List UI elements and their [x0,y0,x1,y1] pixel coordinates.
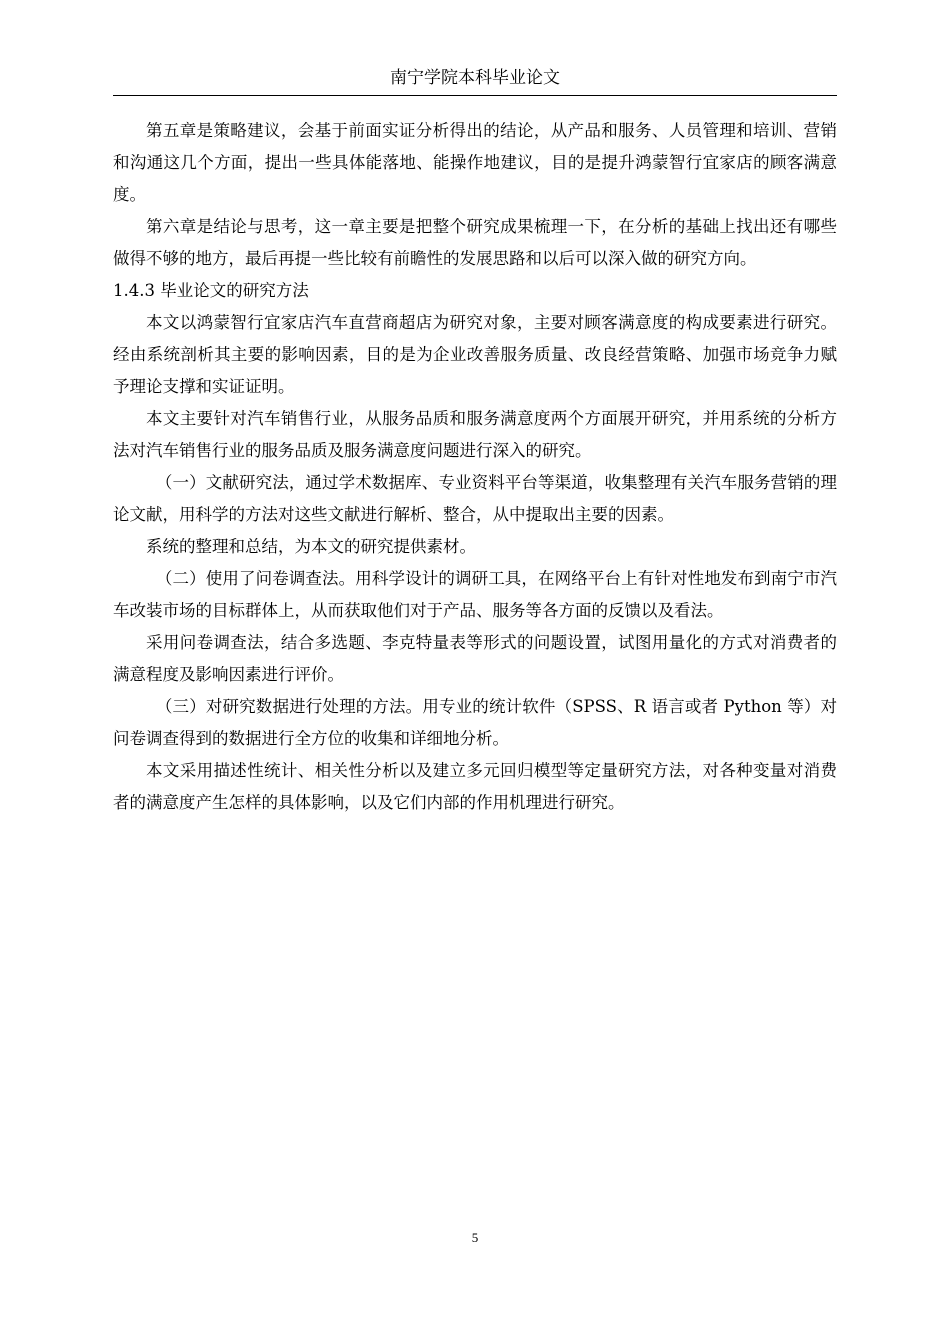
paragraph-literature-method: （一）文献研究法，通过学术数据库、专业资料平台等渠道，收集整理有关汽车服务营销的理论文献，用科学的方法对这些文献进行解析、整合，从中提取出主要的因素。 [113,473,837,524]
paragraph-quantitative-methods: 本文采用描述性统计、相关性分析以及建立多元回归模型等定量研究方法，对各种变量对消费者的满意度产生怎样的具体影响，以及它们内部的作用机理进行研究。 [113,761,837,812]
page-number: 5 [471,1230,479,1245]
paragraph-literature-summary: 系统的整理和总结，为本文的研究提供素材。 [146,537,476,556]
paragraph-chapter-five: 第五章是策略建议，会基于前面实证分析得出的结论，从产品和服务、人员管理和培训、营销和沟通这几个方面，提出一些具体能落地、能操作地建议，目的是提升鸿蒙智行宜家店的顾客满意度。 [113,121,837,204]
header-title: 南宁学院本科毕业论文 [390,68,560,88]
paragraph-research-object: 本文以鸿蒙智行宜家店汽车直营商超店为研究对象，主要对顾客满意度的构成要素进行研究。经由系统剖析其主要的影响因素，目的是为企业改善服务质量、改良经营策略、加强市场竞争力赋予理论支撑和实证证明。 [113,313,837,396]
section-heading-research-methods: 1.4.3 毕业论文的研究方法 [113,281,309,300]
paragraph-research-scope: 本文主要针对汽车销售行业，从服务品质和服务满意度两个方面展开研究，并用系统的分析方法对汽车销售行业的服务品质及服务满意度问题进行深入的研究。 [113,409,837,460]
document-body [113,115,837,819]
paragraph-questionnaire-method: （二）使用了问卷调查法。用科学设计的调研工具，在网络平台上有针对性地发布到南宁市汽车改装市场的目标群体上，从而获取他们对于产品、服务等各方面的反馈以及看法。 [113,569,837,620]
paragraph-data-processing-method: （三）对研究数据进行处理的方法。用专业的统计软件（SPSS、R 语言或者 Python 等）对问卷调查得到的数据进行全方位的收集和详细地分析。 [113,697,837,748]
page-header [113,62,837,96]
paragraph-chapter-six: 第六章是结论与思考，这一章主要是把整个研究成果梳理一下，在分析的基础上找出还有哪些做得不够的地方，最后再提一些比较有前瞻性的发展思路和以后可以深入做的研究方向。 [113,217,837,268]
paragraph-questionnaire-design: 采用问卷调查法，结合多选题、李克特量表等形式的问题设置，试图用量化的方式对消费者的满意程度及影响因素进行评价。 [113,633,837,684]
